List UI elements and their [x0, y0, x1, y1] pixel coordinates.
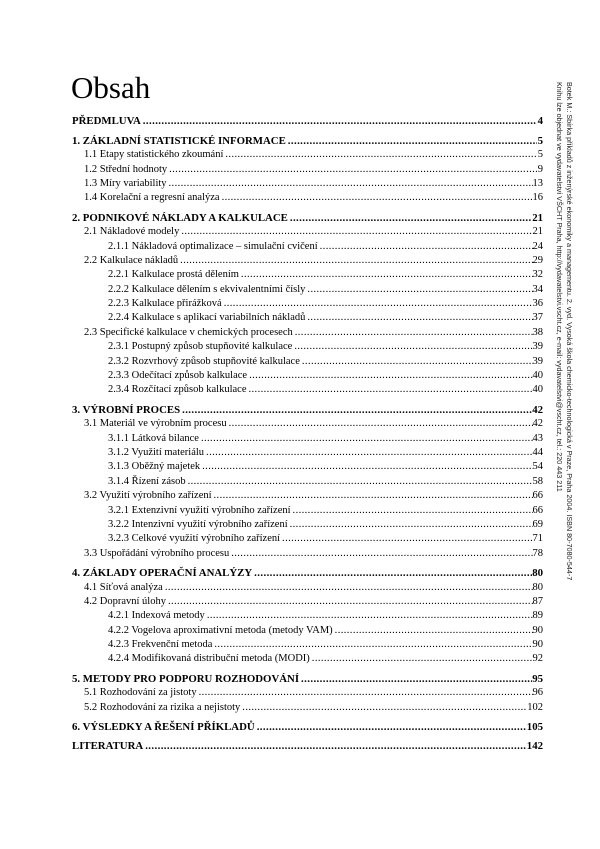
toc-page-number: 5: [537, 149, 543, 161]
toc-dot-leader: [206, 609, 533, 623]
toc-entry-label: 4.2.1 Indexová metody: [108, 610, 205, 622]
toc-subsection-entry: [72, 474, 543, 488]
toc-entry-label: 4.2.2 Vogelova aproximativní metoda (metody VAM): [108, 624, 333, 636]
toc-dot-leader: [293, 340, 532, 354]
toc-subsection-entry: [72, 369, 543, 383]
toc-section-entry: [72, 417, 543, 431]
toc-dot-leader: [228, 417, 533, 431]
toc-entry-label: 2.1 Nákladové modely: [84, 226, 180, 238]
toc-dot-leader: [198, 686, 533, 700]
toc-subsection-entry: [72, 623, 543, 637]
toc-entry-label: 2.2 Kalkulace nákladů: [84, 254, 179, 266]
toc-chapter-entry: [72, 671, 543, 685]
toc-entry-label: 5.1 Rozhodování za jistoty: [84, 687, 197, 699]
toc-dot-leader: [223, 297, 533, 311]
toc-dot-leader: [248, 369, 532, 383]
toc-entry-label: 2. PODNIKOVÉ NÁKLADY A KALKULACE: [72, 211, 288, 224]
toc-entry-label: 3.2 Využití výrobního zařízení: [84, 490, 212, 502]
toc-page-number: 95: [532, 672, 543, 685]
toc-page-number: 66: [532, 490, 543, 502]
toc-entry-label: 2.3.3 Odečítací způsob kalkulace: [108, 370, 248, 382]
toc-page-number: 40: [532, 384, 543, 396]
table-of-contents: [72, 114, 543, 753]
toc-page-number: 21: [532, 211, 543, 224]
toc-entry-label: 5.2 Rozhodování za rizika a nejistoty: [84, 701, 241, 713]
toc-page-number: 38: [532, 326, 543, 338]
toc-subsection-entry: [72, 297, 543, 311]
toc-entry-label: 3.3 Uspořádání výrobního procesu: [84, 547, 230, 559]
toc-subsection-entry: [72, 460, 543, 474]
toc-entry-label: 6. VÝSLEDKY A ŘEŠENÍ PŘÍKLADŮ: [72, 721, 255, 734]
toc-section-entry: [72, 177, 543, 191]
toc-dot-leader: [187, 475, 533, 489]
toc-entry-label: 5. METODY PRO PODPORU ROZHODOVÁNÍ: [72, 672, 300, 685]
toc-page-number: 42: [532, 418, 543, 430]
toc-dot-leader: [334, 624, 533, 638]
toc-entry-label: 3.1.2 Využití materiálu: [108, 446, 205, 458]
toc-entry-label: 4.2.3 Frekvenční metoda: [108, 639, 213, 651]
side-note-line-1: Botek M.: Sbírka příkladů z inženýrské ekonomiky a managementu. 2. vyd. Vysoká škola chemicko-technologická v Praze, Praha 2004. ISBN 80-7080-544-7: [565, 82, 574, 581]
toc-entry-label: 2.2.3 Kalkulace přirážková: [108, 298, 222, 310]
toc-dot-leader: [213, 638, 532, 652]
toc-entry-label: 3.1 Materiál ve výrobním procesu: [84, 418, 227, 430]
toc-page-number: 96: [532, 687, 543, 699]
toc-chapter-entry: [72, 566, 543, 580]
toc-page-number: 39: [532, 341, 543, 353]
toc-entry-label: 2.3 Specifické kalkulace v chemických procesech: [84, 326, 293, 338]
toc-section-entry: [72, 225, 543, 239]
toc-subsection-entry: [72, 532, 543, 546]
toc-dot-leader: [221, 191, 533, 205]
toc-entry-label: 2.2.1 Kalkulace prostá dělením: [108, 269, 239, 281]
toc-section-entry: [72, 191, 543, 205]
toc-dot-leader: [256, 720, 527, 734]
toc-dot-leader: [253, 566, 532, 580]
toc-page-number: 54: [532, 461, 543, 473]
toc-section-entry: [72, 546, 543, 560]
toc-subsection-entry: [72, 282, 543, 296]
toc-section-entry: [72, 148, 543, 162]
toc-dot-leader: [200, 432, 533, 446]
toc-chapter-entry: [72, 402, 543, 416]
toc-entry-label: 2.3.1 Postupný způsob stupňovité kalkulace: [108, 341, 293, 353]
toc-page-number: 9: [537, 163, 543, 175]
toc-entry-label: 1. ZÁKLADNÍ STATISTICKÉ INFORMACE: [72, 134, 286, 147]
toc-subsection-entry: [72, 268, 543, 282]
toc-subsection-entry: [72, 431, 543, 445]
toc-dot-leader: [300, 672, 532, 686]
toc-dot-leader: [241, 701, 527, 715]
toc-entry-label: 2.1.1 Nákladová optimalizace – simulační cvičení: [108, 240, 318, 252]
toc-subsection-entry: [72, 609, 543, 623]
toc-dot-leader: [179, 254, 532, 268]
toc-entry-label: LITERATURA: [72, 740, 144, 753]
toc-page-number: 90: [532, 639, 543, 651]
toc-subsection-entry: [72, 518, 543, 532]
toc-dot-leader: [301, 355, 533, 369]
toc-subsection-entry: [72, 383, 543, 397]
toc-page-number: 78: [532, 547, 543, 559]
toc-subsection-entry: [72, 652, 543, 666]
side-publication-note: [555, 82, 574, 782]
toc-entry-label: 1.2 Střední hodnoty: [84, 163, 168, 175]
toc-subsection-entry: [72, 340, 543, 354]
side-note-line-2: Knihu lze objednat ve vydavatelství VŠCHT Praha, http://vydavatelstvi.vscht.cz, e-mail: vydavatelstvi@vscht.cz, tel.: 220 443 211: [555, 82, 565, 492]
toc-page-number: 21: [532, 226, 543, 238]
toc-dot-leader: [289, 211, 532, 225]
toc-page-number: 58: [532, 475, 543, 487]
toc-subsection-entry: [72, 446, 543, 460]
toc-page-number: 36: [532, 298, 543, 310]
toc-dot-leader: [240, 268, 533, 282]
toc-entry-label: 4.2.4 Modifikovaná distribuční metoda (MODI): [108, 653, 310, 665]
toc-page-number: 102: [527, 701, 543, 713]
toc-chapter-entry: [72, 739, 543, 753]
toc-chapter-entry: [72, 210, 543, 224]
toc-subsection-entry: [72, 354, 543, 368]
toc-section-entry: [72, 700, 543, 714]
toc-entry-label: 3.1.4 Řízení zásob: [108, 475, 186, 487]
toc-page-number: 43: [532, 432, 543, 444]
toc-dot-leader: [205, 446, 532, 460]
toc-chapter-entry: [72, 720, 543, 734]
toc-entry-label: 3.1.3 Oběžný majetek: [108, 461, 201, 473]
toc-page-number: 87: [532, 595, 543, 607]
toc-entry-label: 1.4 Korelační a regresní analýza: [84, 192, 220, 204]
toc-page-number: 89: [532, 610, 543, 622]
toc-entry-label: 3.1.1 Látková bilance: [108, 432, 199, 444]
page-title: Obsah: [71, 70, 151, 105]
toc-dot-leader: [319, 240, 533, 254]
toc-dot-leader: [144, 739, 527, 753]
toc-subsection-entry: [72, 239, 543, 253]
toc-dot-leader: [306, 283, 532, 297]
toc-section-entry: [72, 254, 543, 268]
toc-entry-label: 2.3.4 Rozčítací způsob kalkulace: [108, 384, 247, 396]
toc-section-entry: [72, 489, 543, 503]
toc-page-number: 66: [532, 504, 543, 516]
toc-page-number: 92: [532, 653, 543, 665]
toc-subsection-entry: [72, 311, 543, 325]
toc-entry-label: 3.2.3 Celkové využití výrobního zařízení: [108, 533, 281, 545]
toc-section-entry: [72, 686, 543, 700]
toc-chapter-entry: [72, 114, 543, 128]
toc-entry-label: 4.1 Síťová analýza: [84, 581, 163, 593]
toc-page-number: 44: [532, 446, 543, 458]
toc-section-entry: [72, 325, 543, 339]
toc-dot-leader: [167, 595, 533, 609]
toc-section-entry: [72, 580, 543, 594]
toc-dot-leader: [294, 326, 533, 340]
toc-dot-leader: [224, 148, 537, 162]
toc-dot-leader: [168, 177, 533, 191]
toc-entry-label: 3.2.2 Intenzivní využití výrobního zařízení: [108, 518, 288, 530]
toc-page-number: 80: [532, 567, 543, 580]
toc-section-entry: [72, 595, 543, 609]
toc-dot-leader: [168, 163, 537, 177]
toc-page-number: 39: [532, 355, 543, 367]
toc-entry-label: 1.3 Míry variability: [84, 177, 167, 189]
toc-page-number: 29: [532, 254, 543, 266]
toc-dot-leader: [306, 311, 532, 325]
toc-page-number: 24: [532, 240, 543, 252]
toc-entry-label: 4. ZÁKLADY OPERAČNÍ ANALÝZY: [72, 567, 253, 580]
toc-entry-label: PŘEDMLUVA: [72, 115, 141, 128]
toc-page-number: 40: [532, 370, 543, 382]
toc-entry-label: 3. VÝROBNÍ PROCES: [72, 403, 181, 416]
toc-page-number: 69: [532, 518, 543, 530]
toc-entry-label: 1.1 Etapy statistického zkoumání: [84, 149, 224, 161]
toc-page-number: 80: [532, 581, 543, 593]
toc-subsection-entry: [72, 638, 543, 652]
toc-page-number: 71: [532, 533, 543, 545]
toc-dot-leader: [164, 581, 533, 595]
toc-dot-leader: [287, 134, 537, 148]
toc-entry-label: 2.2.2 Kalkulace dělením s ekvivalentními čísly: [108, 283, 306, 295]
toc-dot-leader: [248, 383, 533, 397]
toc-entry-label: 2.3.2 Rozvrhový způsob stupňovité kalkulace: [108, 355, 300, 367]
toc-page-number: 37: [532, 312, 543, 324]
toc-page-number: 42: [532, 403, 543, 416]
toc-dot-leader: [311, 652, 533, 666]
toc-page-number: 32: [532, 269, 543, 281]
toc-page-number: 16: [532, 192, 543, 204]
toc-dot-leader: [213, 489, 533, 503]
toc-dot-leader: [281, 532, 532, 546]
toc-dot-leader: [292, 504, 533, 518]
toc-page-number: 5: [537, 134, 543, 147]
toc-page-number: 90: [532, 624, 543, 636]
toc-dot-leader: [142, 114, 537, 128]
toc-dot-leader: [181, 403, 532, 417]
toc-page-number: 4: [537, 115, 543, 128]
toc-dot-leader: [289, 518, 533, 532]
toc-entry-label: 3.2.1 Extenzivní využití výrobního zařízení: [108, 504, 291, 516]
toc-subsection-entry: [72, 503, 543, 517]
toc-page-number: 142: [526, 740, 543, 753]
toc-dot-leader: [201, 460, 532, 474]
toc-page-number: 105: [526, 721, 543, 734]
toc-page-number: 34: [532, 283, 543, 295]
toc-dot-leader: [230, 547, 532, 561]
toc-page-number: 13: [532, 177, 543, 189]
toc-entry-label: 2.2.4 Kalkulace s aplikací variabilních nákladů: [108, 312, 306, 324]
toc-section-entry: [72, 162, 543, 176]
toc-dot-leader: [180, 225, 532, 239]
toc-entry-label: 4.2 Dopravní úlohy: [84, 595, 166, 607]
toc-chapter-entry: [72, 133, 543, 147]
